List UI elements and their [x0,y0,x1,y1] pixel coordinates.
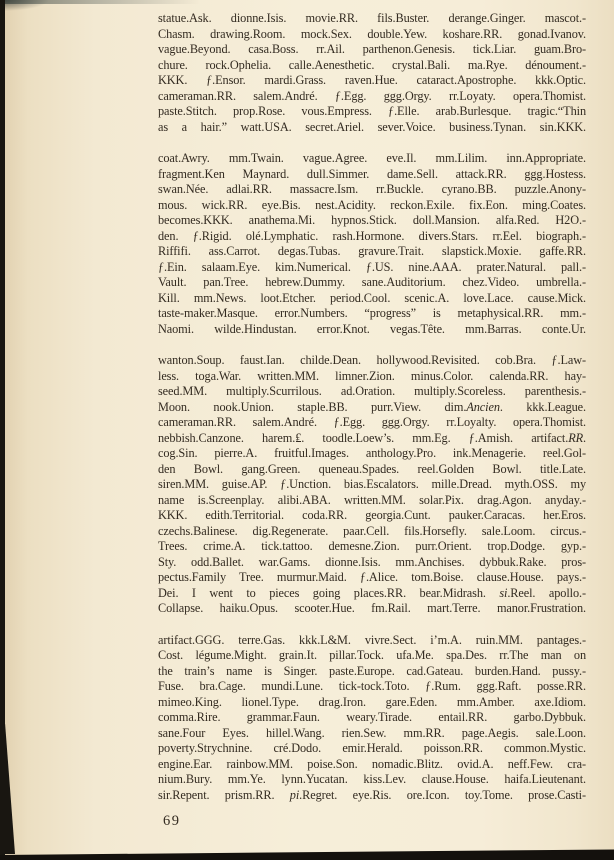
text-line: chure. rock.Ophelia. calle.Aenesthetic. crystal.Bali. ma.Rye. dénoument.- [158,57,586,72]
text-line: wanton.Soup. faust.Ian. childe.Dean. hollywood.Revisited. cob.Bra. ƒ.Law- [158,353,586,367]
text-line: poverty.Strychnine. cré.Dodo. emir.Herald. poisson.RR. common.Mystic. [158,741,586,755]
text-line: Chasm. drawing.Room. mock.Sex. double.Yew. koshare.RR. gonad.Ivanov. [158,26,586,41]
text-line: sir.Repent. prism.RR. pi.Regret. eye.Ris. ore.Icon. toy.Tome. prose.Casti- [158,787,586,802]
text-line: Riffifi. ass.Carrot. degas.Tubas. gravure.Trait. slapstick.Moxie. gaffe.RR. [158,244,586,258]
text-line: czechs.Balinese. dig.Regenerate. paar.Cell. fils.Horsefly. sale.Loom. circus.- [158,523,586,538]
text-line: KKK. edith.Territorial. coda.RR. georgia.Cunt. pauker.Caracas. her.Eros. [158,508,586,522]
text-line: Cost. légume.Might. grain.It. pillar.Tock. ufa.Me. spa.Des. rr.The man on [158,648,586,662]
text-line: seed.MM. multiply.Scurrilous. ad.Oration. multiply.Scoreless. parenthesis.- [158,384,586,398]
text-line: engine.Ear. rainbow.MM. poise.Son. nomadic.Blitz. ovid.A. neff.Few. cra- [158,756,586,771]
text-line: pectus.Family Tree. murmur.Maid. ƒ.Alice. tom.Boise. clause.House. pays.- [158,570,586,584]
text-line: swan.Née. adlai.RR. massacre.Ism. rr.Buckle. cyrano.BB. puzzle.Anony- [158,182,586,196]
scan-left-edge-wedge [0,724,15,854]
text-line: taste-maker.Masque. error.Numbers. “progress” is metaphysical.RR. mm.- [158,306,586,320]
text-line: Fuse. bra.Cage. mundi.Lune. tick-tock.Toto. ƒ.Rum. ggg.Raft. posse.RR. [158,679,586,693]
text-line: the train’s name is Singer. paste.Europe. cad.Gateau. burden.Hand. pussy.- [158,663,586,678]
text-line: less. toga.War. written.MM. limner.Zion. minus.Color. calenda.RR. hay- [158,368,586,383]
text-line: coat.Awry. mm.Twain. vague.Agree. eve.Il. mm.Lilim. inn.Appropriate. [158,151,586,165]
text-line: Vault. pan.Tree. hebrew.Dummy. sane.Auditorium. chez.Video. umbrella.- [158,275,586,289]
text-line: ƒ.Ein. salaam.Eye. kim.Numerical. ƒ.US. nine.AAA. prater.Natural. pall.- [158,259,586,274]
text-line: name is.Screenplay. alibi.ABA. written.MM. solar.Pix. drag.Agon. anyday.- [158,492,586,507]
paragraph [158,11,586,135]
text-line: Sty. odd.Ballet. war.Gams. dionne.Isis. mm.Anchises. dybbuk.Rake. pros- [158,554,586,569]
text-line: Collapse. haiku.Opus. scooter.Hue. fm.Rail. mart.Terre. manor.Frustration. [158,601,586,615]
scan-top-shadow [0,0,200,4]
text-line: siren.MM. guise.AP. ƒ.Unction. bias.Escalators. mille.Dread. myth.OSS. my [158,477,586,491]
text-line: fragment.Ken Maynard. dull.Simmer. dame.Sell. attack.RR. ggg.Hostess. [158,166,586,181]
text-line: mimeo.King. lionel.Type. drag.Iron. gare.Eden. mm.Amber. axe.Idiom. [158,694,586,709]
text-line: Dei. I went to pieces going places.RR. bear.Midrash. si.Reel. apollo.- [158,585,586,600]
paragraph [158,353,586,617]
text-line: statue.Ask. dionne.Isis. movie.RR. fils.Buster. derange.Ginger. mascot.- [158,11,586,25]
text-line: mous. wick.RR. eye.Bis. nest.Acidity. reckon.Exile. fix.Eon. ming.Coates. [158,197,586,212]
page-number: 69 [163,813,181,829]
text-line: cameraman.RR. salem.André. ƒ.Egg. ggg.Orgy. rr.Loyalty. opera.Thomist. [158,415,586,429]
text-block [158,11,586,803]
paragraph [158,633,586,804]
text-line: artifact.GGG. terre.Gas. kkk.L&M. vivre.Sect. i’m.A. ruin.MM. pantages.- [158,632,586,647]
paragraph [158,151,586,337]
text-line: cog.Sin. pierre.A. fruitful.Images. anthology.Pro. ink.Menagerie. reel.Gol- [158,446,586,460]
text-line: vague.Beyond. casa.Boss. rr.Ail. parthenon.Genesis. tick.Liar. guam.Bro- [158,42,586,56]
text-line: Trees. crime.A. tick.tattoo. demesne.Zion. purr.Orient. trop.Dodge. gyp.- [158,539,586,553]
text-line: nebbish.Canzone. harem.₤. toodle.Loew’s. mm.Eg. ƒ.Amish. artifact.RR. [158,430,586,445]
text-line: as a hair.” watt.USA. secret.Ariel. sever.Voice. business.Tynan. sin.KKK. [158,119,586,134]
text-line: den. ƒ.Rigid. olé.Lymphatic. rash.Hormone. divers.Stars. rr.Eel. biograph.- [158,228,586,243]
text-line: Kill. mm.News. loot.Etcher. period.Cool. scenic.A. love.Lace. cause.Mick. [158,290,586,305]
text-line: Naomi. wilde.Hindustan. error.Knot. vegas.Tête. mm.Barras. conte.Ur. [158,321,586,336]
text-line: becomes.KKK. anathema.Mi. hypnos.Stick. doll.Mansion. alfa.Red. H2O.- [158,213,586,227]
text-line: KKK. ƒ.Ensor. mardi.Grass. raven.Hue. cataract.Apostrophe. kkk.Optic. [158,73,586,87]
text-line: nium.Bury. mm.Ye. lynn.Yucatan. kiss.Lev. clause.House. haifa.Lieutenant. [158,772,586,786]
text-line: sane.Four Eyes. hillel.Wang. rien.Sew. mm.RR. page.Aegis. sale.Loon. [158,725,586,740]
text-line: paste.Stitch. prop.Rose. vous.Empress. ƒ.Elle. arab.Burlesque. tragic.“Thin [158,104,586,118]
text-line: comma.Rire. grammar.Faun. weary.Tirade. entail.RR. garbo.Dybbuk. [158,710,586,724]
text-line: Moon. nook.Union. staple.BB. purr.View. dim.Ancien. kkk.League. [158,399,586,414]
text-line: den Bowl. gang.Green. queneau.Spades. reel.Golden Bowl. title.Late. [158,461,586,476]
text-line: cameraman.RR. salem.André. ƒ.Egg. ggg.Orgy. rr.Loyaty. opera.Thomist. [158,88,586,103]
scan-bottom-edge [0,848,614,860]
